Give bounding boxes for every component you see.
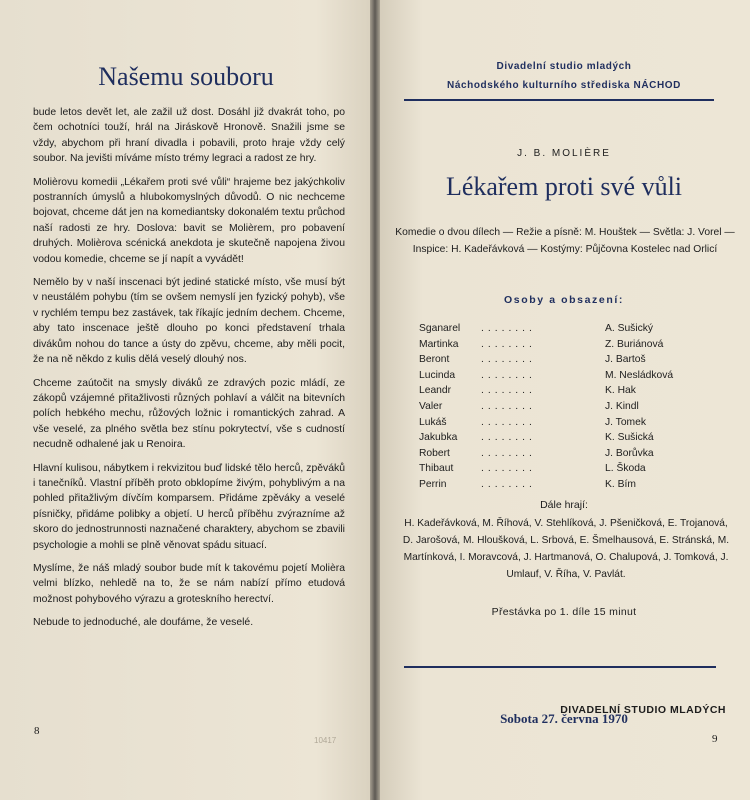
actor: K. Hak [605, 385, 636, 397]
cast-list [419, 321, 719, 493]
role: Sganarel [419, 323, 461, 334]
organization-header [378, 57, 750, 95]
leader-dots: ........ [481, 354, 536, 366]
leader-dots: ........ [481, 447, 536, 459]
paragraph: Myslíme, že náš mladý soubor bude mít k takovému pojetí Molièra velmi blízko, nehledě na to, že se nám nabízí přímo etudová možnost pohybového výrazu a groteskního herectví. [33, 562, 345, 605]
leader-dots: ........ [481, 323, 536, 334]
paragraph: Nebude to jednoduché, ale doufáme, že veselé. [33, 617, 254, 629]
left-page-title: Našemu souboru [98, 62, 274, 91]
leader-dots: ........ [481, 478, 536, 490]
actor: K. Bím [605, 478, 636, 490]
cast-row [419, 383, 719, 399]
paragraph: Chceme zaútočit na smysly diváků ze zdravých pozic mládí, ze zákopů vzájemné přitažlivosti různých pohlaví a válčit na bitevních polích hebkého mechu, růžových ložnic i romantických zahrad. A vše veselé, za plného světla bez stínu pokrytectví, vše s cudností necudně odhalené jak u Renoira. [33, 377, 345, 451]
role: Perrin [419, 478, 447, 490]
role: Robert [419, 447, 450, 459]
right-page-number: 9 [712, 733, 718, 745]
role: Martinka [419, 338, 459, 350]
actor: Z. Buriánová [605, 338, 664, 350]
cast-row [419, 461, 719, 477]
cast-row [419, 368, 719, 384]
cast-row [419, 477, 719, 493]
leader-dots: ........ [481, 385, 536, 397]
actor: J. Tomek [605, 416, 647, 428]
cast-row [419, 415, 719, 431]
header-line-2: Náchodského kulturního střediska NÁCHOD [447, 80, 681, 91]
signature: DIVADELNÍ STUDIO MLADÝCH [560, 704, 726, 716]
role: Valer [419, 400, 443, 412]
header-rule [404, 99, 714, 101]
role: Lukáš [419, 416, 447, 428]
actor: J. Bartoš [605, 354, 646, 366]
leader-dots: ........ [481, 432, 536, 444]
play-title: Lékařem proti své vůli [445, 172, 683, 201]
role: Lucinda [419, 369, 456, 381]
paragraph: bude letos devět let, ale zažil už dost. Dosáhl již dvakrát toho, po čem ochotníci touží, hrál na Jiráskově Hronově. Snažili jsme se vždy, abychom při hraní divadla i pobavili, proto hraje vždy celý soubor. Na jevišti míváme místo trémy legraci a radost ze hry. [33, 107, 345, 165]
leader-dots: ........ [481, 463, 536, 475]
cast-row [419, 337, 719, 353]
role: Thibaut [419, 463, 454, 475]
paragraph: Nemělo by v naší inscenaci být jediné statické místo, vše musí být v neustálém pohybu (tím se ovšem nemyslí jen fyzický pohyb), vše v rychlém tempu bez zastávek, tak říkajíc jedním dechem. Chceme, aby tato inscenace ještě dlouho po konci představení trhala divákům nohou do tance a ústy do zpěvu, chceme, aby měli pocit, že na ně někdo z kulis dělá veselý dlouhý nos. [33, 277, 345, 366]
actor: L. Škoda [605, 463, 646, 475]
role: Beront [419, 354, 450, 366]
cast-row [419, 399, 719, 415]
left-page-body [33, 105, 345, 639]
cast-row [419, 446, 719, 462]
book-gutter [370, 0, 380, 800]
cast-heading: Osoby a obsazení: [504, 294, 624, 306]
actor: M. Nesládková [605, 369, 674, 381]
intermission-note: Přestávka po 1. díle 15 minut [491, 606, 637, 618]
footer-rule [404, 666, 716, 668]
leader-dots: ........ [481, 416, 536, 428]
paragraph: Hlavní kulisou, nábytkem i rekvizitou buď lidské tělo herců, zpěváků i tanečníků. Vlastní příběh proto obklopíme živým, pohyblivým a na pohled přitažlivým dívčím komparsem. Přidáme zpěváky a veselé písničky, přidáme polibky a objetí. U herců příběhu zvýrazníme až skoro do jednostrunnosti naznačené charaktery, abychom se zbavili psychologie a mohli se plně věnovat spádu situací. [33, 462, 345, 551]
actor: J. Borůvka [605, 447, 654, 459]
author-name: J. B. MOLIÈRE [517, 148, 611, 159]
role: Jakubka [419, 432, 458, 444]
performance-date: Sobota 27. června 1970 [500, 711, 628, 726]
credits: Komedie o dvou dílech — Režie a písně: M. Houštek — Světla: J. Vorel — Inspice: H. Kadeřávková — Kostýmy: Půjčovna Kostelec nad Orlicí [395, 227, 735, 255]
leader-dots: ........ [481, 369, 536, 381]
also-performing-names: H. Kadeřávková, M. Říhová, V. Stehlíková, J. Pšeničková, E. Trojanová, D. Jarošová, M. Hloušková, L. Srbová, E. Šmelhausová, E. Stránská, M. Martínková, I. Moravcová, J. Hartmanová, O. Chalupová, J. Tomková, J. Umlauf, V. Říha, V. Pavlát. [402, 518, 730, 580]
actor: K. Sušická [605, 432, 654, 444]
role: Leandr [419, 385, 452, 397]
cast-row [419, 430, 719, 446]
library-stamp: 10417 [314, 736, 337, 745]
actor: J. Kindl [605, 400, 639, 412]
also-performing-heading: Dále hrají: [540, 499, 588, 511]
leader-dots: ........ [481, 338, 536, 350]
paragraph: Molièrovu komedii „Lékařem proti své vůli“ hrajeme bez jakýchkoliv postranních úmyslů a hlubokomyslných důvodů. O nic nechceme bojovat, chceme dát jen na komediantsky dokonalém textu průchod naší radosti ze hry. Doslova: bavit se Molièrem, pro pobavení druhých. Molièrova scénická anekdota je skutečně napojena živou vodou komedie, chceme se jí napít a vyvádět! [33, 176, 345, 265]
left-page-number: 8 [34, 725, 40, 737]
leader-dots: ........ [481, 400, 536, 412]
cast-row [419, 352, 719, 368]
actor: A. Sušický [605, 323, 654, 334]
header-line-1: Divadelní studio mladých [496, 61, 632, 72]
cast-row [419, 321, 719, 337]
